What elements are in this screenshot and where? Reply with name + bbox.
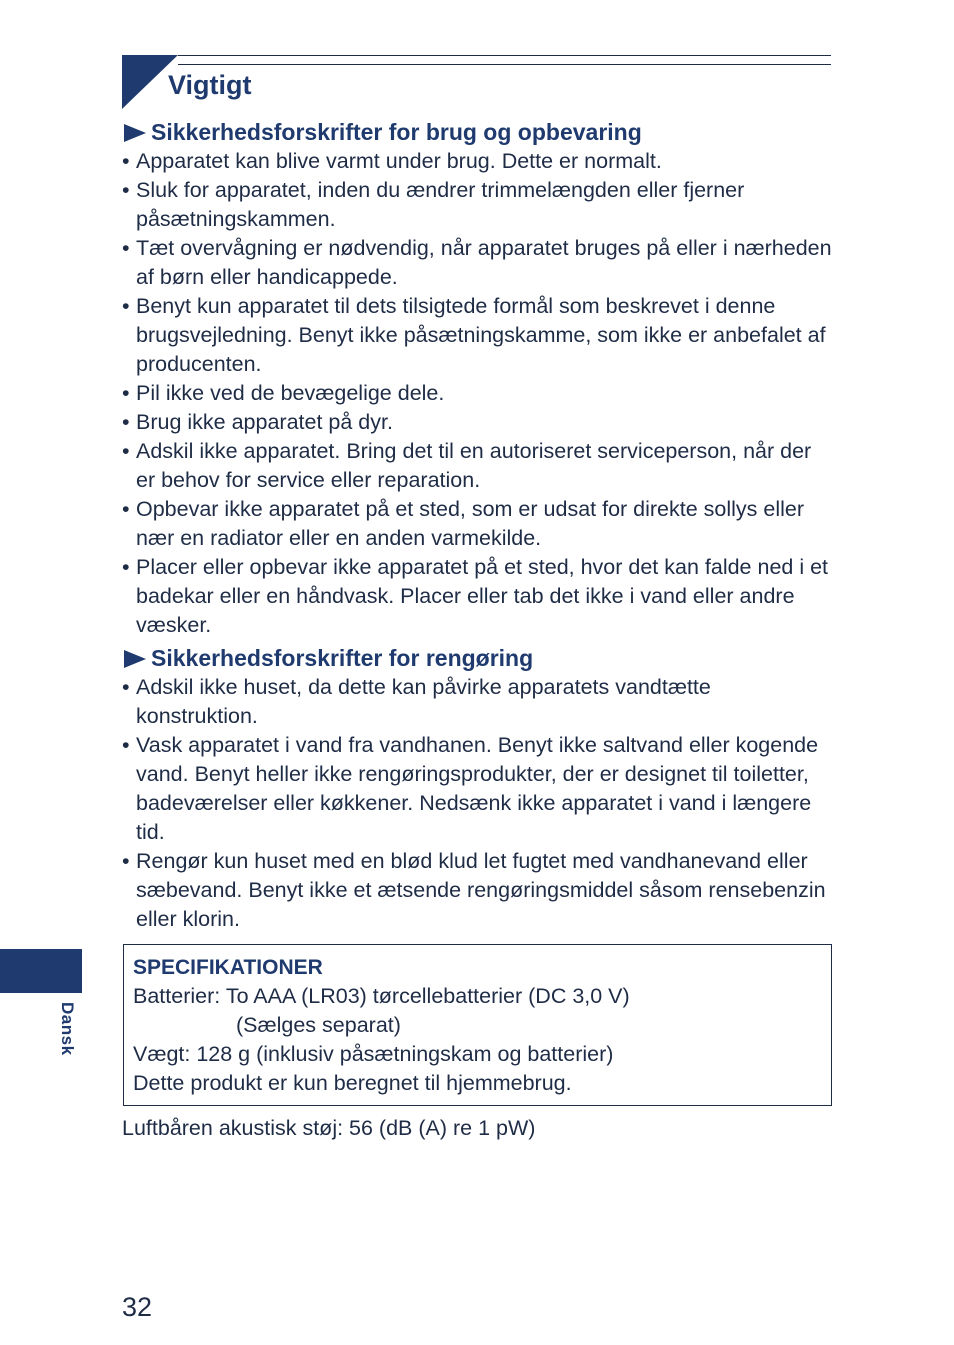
- list-item: • Apparatet kan blive varmt under brug. Dette er normalt.: [122, 147, 834, 176]
- triangle-right-icon: [124, 650, 146, 668]
- section-heading-label: Sikkerhedsforskrifter for brug og opbevaring: [151, 119, 642, 145]
- language-tab-label: Dansk: [58, 1002, 77, 1056]
- spec-household: Dette produkt er kun beregnet til hjemmebrug.: [133, 1071, 572, 1095]
- language-tab: [0, 949, 82, 993]
- list-item: • Benyt kun apparatet til dets tilsigtede formål som beskrevet i denne brugsvejledning. Benyt ikke påsætningskamme, som ikke er anbefalet af producenten.: [122, 292, 834, 379]
- triangle-right-icon: [124, 124, 146, 142]
- section-heading-label: Sikkerhedsforskrifter for rengøring: [151, 645, 534, 671]
- noise-level: Luftbåren akustisk støj: 56 (dB (A) re 1 pW): [122, 1116, 536, 1140]
- specifications-title: SPECIFIKATIONER: [133, 956, 323, 979]
- list-item: • Rengør kun huset med en blød klud let fugtet med vandhanevand eller sæbevand. Benyt ikke et ætsende rengøringsmiddel såsom rensebenzin eller klorin.: [122, 847, 834, 934]
- section-heading-use-storage: [122, 118, 834, 147]
- list-item: • Adskil ikke huset, da dette kan påvirke apparatets vandtætte konstruktion.: [122, 673, 834, 731]
- list-item: • Brug ikke apparatet på dyr.: [122, 408, 834, 437]
- list-item: • Placer eller opbevar ikke apparatet på et sted, hvor det kan falde ned i et badekar eller en håndvask. Placer eller tab det ikke i vand eller andre væsker.: [122, 553, 834, 640]
- page-title: Vigtigt: [168, 70, 252, 100]
- spec-battery-note: (Sælges separat): [236, 1013, 401, 1037]
- page-number: 32: [122, 1292, 153, 1322]
- list-item: • Vask apparatet i vand fra vandhanen. Benyt ikke saltvand eller kogende vand. Benyt heller ikke rengøringsprodukter, der er designet til toiletter, badeværelser eller køkkener. Nedsænk ikke apparatet i vand i længere tid.: [122, 731, 834, 847]
- spec-battery-note-row: [133, 1011, 831, 1040]
- list-item: • Pil ikke ved de bevægelige dele.: [122, 379, 834, 408]
- spec-battery: Batterier: To AAA (LR03) tørcellebatterier (DC 3,0 V): [133, 984, 630, 1008]
- specifications-box: [123, 944, 832, 1106]
- list-cleaning: [122, 673, 834, 934]
- main-content: [122, 118, 834, 934]
- header-rule-top: [178, 55, 831, 56]
- list-item: • Adskil ikke apparatet. Bring det til en autoriseret serviceperson, når der er behov for service eller reparation.: [122, 437, 834, 495]
- header-rule-bottom: [178, 64, 831, 65]
- list-item: • Sluk for apparatet, inden du ændrer trimmelængden eller fjerner påsætningskammen.: [122, 176, 834, 234]
- list-item: • Tæt overvågning er nødvendig, når apparatet bruges på eller i nærheden af børn eller handicappede.: [122, 234, 834, 292]
- section-heading-cleaning: [122, 644, 834, 673]
- list-use-storage: [122, 147, 834, 640]
- list-item: • Opbevar ikke apparatet på et sted, som er udsat for direkte sollys eller nær en radiator eller en anden varmekilde.: [122, 495, 834, 553]
- spec-weight: Vægt: 128 g (inklusiv påsætningskam og batterier): [133, 1042, 614, 1066]
